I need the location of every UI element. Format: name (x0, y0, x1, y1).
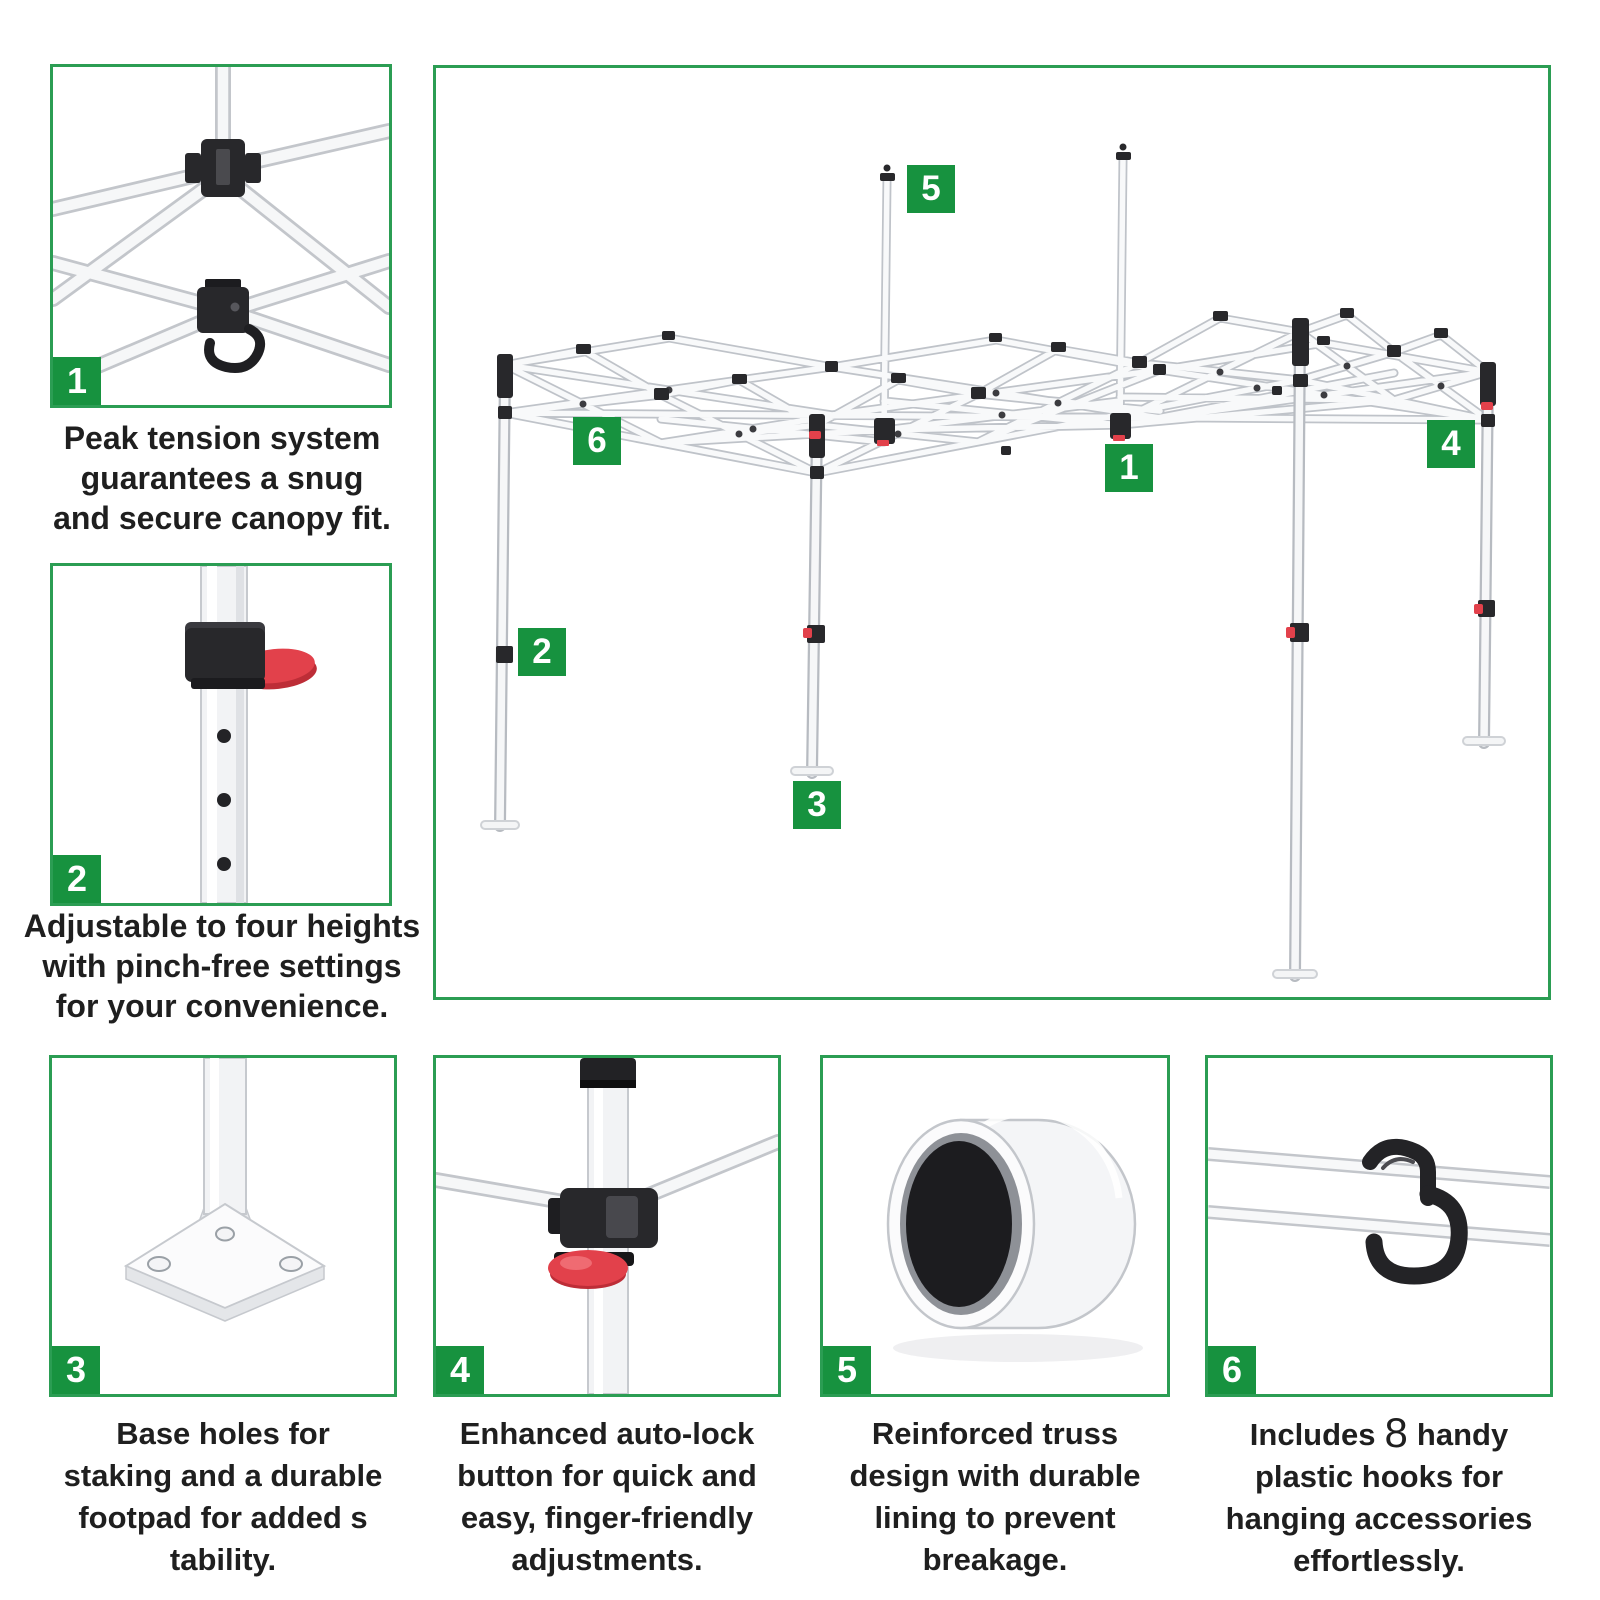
feature-5-caption (785, 1413, 1205, 1581)
feature-2-badge: 2 (53, 855, 101, 903)
feature-1-caption (8, 418, 436, 538)
red-lock-button (548, 1250, 628, 1286)
feature-box-6 (1205, 1055, 1553, 1397)
feature-3-badge: 3 (52, 1346, 100, 1394)
footpad-illustration (52, 1058, 394, 1394)
truss-tube-illustration (823, 1058, 1167, 1394)
feature-box-5 (820, 1055, 1170, 1397)
height-clamp (185, 628, 265, 682)
caption-line: effortlessly. (1293, 1543, 1465, 1578)
caption-line: Adjustable to four heights (23, 908, 421, 944)
caption-line: button for quick and (457, 1458, 757, 1493)
caption-text: Includes (1249, 1417, 1376, 1452)
diagram-marker-4: 4 (1427, 420, 1475, 468)
caption-line: footpad for added s (78, 1500, 368, 1535)
strap-hook (209, 329, 260, 368)
caption-line: guarantees a snug (80, 460, 364, 496)
height-hole (217, 729, 231, 743)
bracket-wing-left (185, 153, 201, 183)
bottom-bracket (197, 287, 249, 333)
feature-1-badge: 1 (53, 357, 101, 405)
plastic-hook-illustration (1208, 1058, 1550, 1394)
feature-2-caption (8, 906, 436, 1026)
feature-5-badge: 5 (823, 1346, 871, 1394)
caption-line (1169, 1409, 1589, 1456)
caption-text: handy (1416, 1417, 1509, 1452)
tube-inner-lining (906, 1141, 1012, 1307)
feature-box-4 (433, 1055, 781, 1397)
feature-box-1 (50, 64, 392, 408)
caption-line: and secure canopy fit. (53, 500, 391, 536)
height-hole (217, 857, 231, 871)
caption-line: Enhanced auto-lock (459, 1416, 755, 1451)
caption-line: tability. (169, 1542, 277, 1577)
stake-hole (148, 1257, 170, 1271)
leg-adjuster (496, 646, 513, 663)
feature-box-3 (49, 1055, 397, 1397)
caption-line: design with durable (849, 1458, 1141, 1493)
caption-line: with pinch-free settings (42, 948, 402, 984)
pole-cap (880, 173, 895, 181)
height-hole (217, 793, 231, 807)
pole-cap (1116, 152, 1131, 160)
stake-hole (280, 1257, 302, 1271)
caption-line: plastic hooks for (1254, 1459, 1504, 1494)
feature-4-badge: 4 (436, 1346, 484, 1394)
autolock-button-illustration (436, 1058, 778, 1394)
caption-line: lining to prevent (874, 1500, 1116, 1535)
corner-bracket-illustration (53, 67, 389, 405)
stake-hole (216, 1228, 234, 1241)
diagram-marker-5: 5 (907, 165, 955, 213)
adjustable-leg-illustration (53, 566, 389, 903)
diagram-marker-1: 1 (1105, 444, 1153, 492)
feature-6-caption (1169, 1409, 1589, 1582)
feature-6-badge: 6 (1208, 1346, 1256, 1394)
caption-line: easy, finger-friendly (460, 1500, 754, 1535)
caption-line: staking and a durable (63, 1458, 383, 1493)
caption-line: hanging accessories (1225, 1501, 1533, 1536)
canopy-frame-diagram (433, 65, 1551, 1000)
caption-line: for your convenience. (55, 988, 389, 1024)
diagram-marker-6: 6 (573, 417, 621, 465)
caption-line: Peak tension system (63, 420, 381, 456)
diagram-marker-2: 2 (518, 628, 566, 676)
caption-line: Reinforced truss (871, 1416, 1119, 1451)
caption-line: adjustments. (511, 1542, 703, 1577)
feature-3-caption (13, 1413, 433, 1581)
caption-line: breakage. (922, 1542, 1068, 1577)
feature-box-2 (50, 563, 392, 906)
canopy-frame-illustration (436, 68, 1548, 997)
feature-4-caption (397, 1413, 817, 1581)
bracket-wing-right (245, 153, 261, 183)
hook-count: 8 (1384, 1409, 1408, 1456)
diagram-marker-3: 3 (793, 781, 841, 829)
caption-line: Base holes for (116, 1416, 330, 1451)
